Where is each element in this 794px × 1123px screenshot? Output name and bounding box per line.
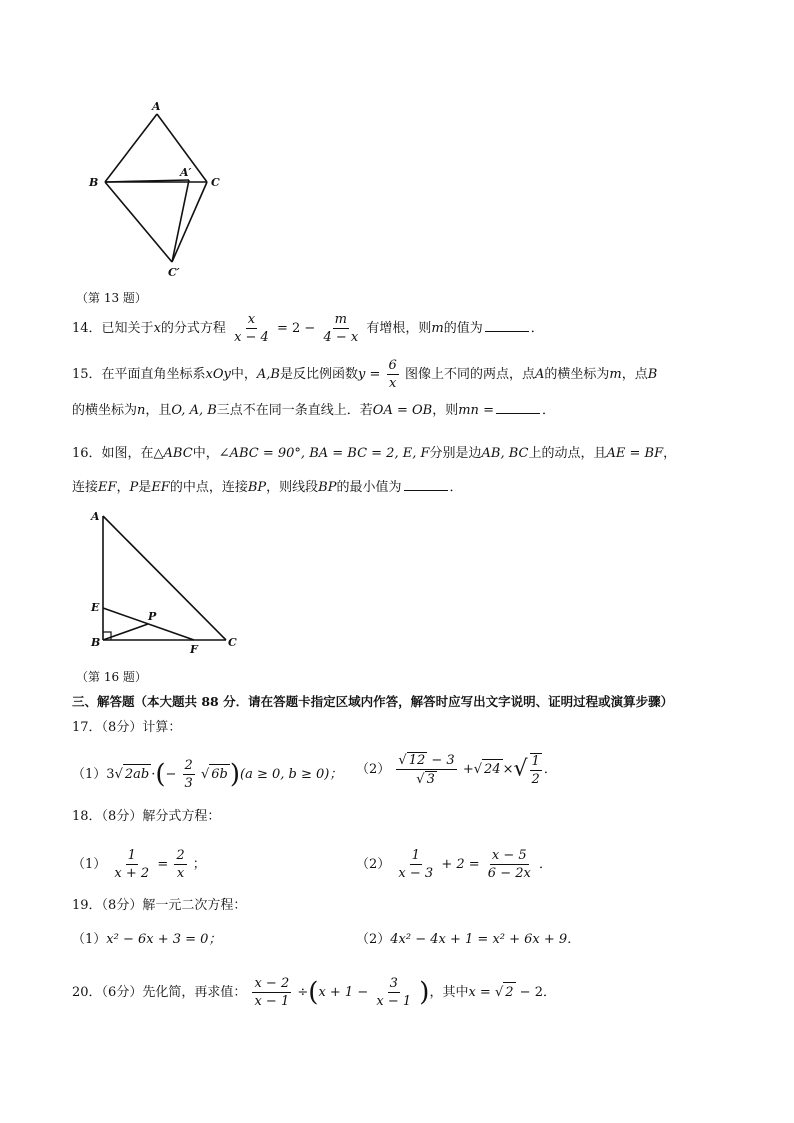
q16-p: P xyxy=(129,480,139,495)
q15-mn: mn = xyxy=(458,403,494,418)
q14-fraction-1 xyxy=(232,312,271,345)
q15-text: 的横坐标为 xyxy=(72,403,138,418)
q17-p2-fraction xyxy=(396,752,456,787)
radicand: 12 xyxy=(408,753,426,768)
fraction-denominator: x xyxy=(388,376,397,391)
label-A-prime: A′ xyxy=(180,166,192,179)
label-A: A xyxy=(152,100,161,113)
paren-close: ) xyxy=(419,977,430,1008)
q20-inner: x + 1 − xyxy=(318,985,369,1000)
question-14 xyxy=(72,312,544,345)
part-label: （1） xyxy=(72,932,107,947)
fraction-numerator: m xyxy=(334,312,347,327)
sqrt-icon: √ xyxy=(114,767,123,782)
q16-sides: AB, BC xyxy=(481,446,529,461)
radicand: 2 xyxy=(503,982,515,1003)
q16-text: 是 xyxy=(138,480,152,495)
label-C-prime: C′ xyxy=(168,266,180,279)
fraction-numerator: 6 xyxy=(388,358,397,373)
q15-oab: O, A, B xyxy=(171,403,217,418)
q20-tail: − 2． xyxy=(515,985,556,1000)
fraction-denominator: 2 xyxy=(531,771,540,787)
q15-m: m xyxy=(609,367,622,382)
q17-dot: · xyxy=(151,767,156,782)
q16-text: ， xyxy=(116,480,130,495)
q20-divide: ÷ xyxy=(297,985,309,1000)
q18-p2-fraction-2 xyxy=(486,848,533,881)
question-19-part-2 xyxy=(356,930,580,950)
q19-equation-2: 4x² − 4x + 1 = x² + 6x + 9． xyxy=(390,932,581,947)
fraction-denominator: x + 2 xyxy=(114,866,150,881)
q15-oa-ob: OA = OB xyxy=(372,403,433,418)
q20-fraction-2 xyxy=(374,976,413,1009)
q15-xoy: xOy xyxy=(205,367,231,382)
question-19-part-1 xyxy=(72,930,221,950)
paren-open: ( xyxy=(155,759,166,790)
q20-head: 20．（6分）先化简，再求值： xyxy=(72,985,247,1000)
fraction-numerator: x − 2 xyxy=(254,976,290,991)
q18-fraction-2 xyxy=(174,848,186,881)
label-B: B xyxy=(91,636,101,649)
q17-condition: (a ≥ 0, b ≥ 0)； xyxy=(240,767,343,782)
q14-text: 已知关于 xyxy=(101,321,154,336)
question-16-line-2 xyxy=(72,478,463,498)
q15-text: 中， xyxy=(230,367,257,382)
q17-plus: + xyxy=(462,762,474,777)
q16-bp: BP xyxy=(247,480,267,495)
q14-end: ． xyxy=(530,321,544,336)
q15-y: y = xyxy=(358,367,381,382)
q14-text: 的值为 xyxy=(443,321,483,336)
label-B: B xyxy=(89,176,99,189)
q14-fraction-2 xyxy=(321,312,360,345)
question-15-line-2 xyxy=(72,401,555,421)
sqrt-icon: √ xyxy=(473,762,483,777)
figure-16-diagram xyxy=(86,506,256,656)
fraction-numerator: 2 xyxy=(176,848,185,863)
q16-text: 16．如图，在△ xyxy=(72,446,164,461)
q16-ef: EF xyxy=(151,480,170,495)
fraction-denominator: x − 4 xyxy=(234,330,269,345)
segment-AB xyxy=(105,114,157,182)
q17-fraction xyxy=(183,758,195,791)
q18-end: ． xyxy=(538,857,552,872)
q17-times: × xyxy=(502,762,514,777)
sqrt-icon: √ xyxy=(416,772,425,787)
segment-CCp xyxy=(172,182,207,262)
q17-minus: − xyxy=(165,767,177,782)
part-label: （2） xyxy=(356,932,391,947)
figure-13-caption: （第 13 题） xyxy=(76,291,147,305)
label-C: C xyxy=(211,176,220,189)
q16-text: 连接 xyxy=(72,480,99,495)
sqrt-icon: √ xyxy=(494,985,504,1000)
question-18-head: 18．（8分）解分式方程： xyxy=(72,809,221,824)
fraction-denominator: 3 xyxy=(184,776,193,791)
q14-text: 有增根，则 xyxy=(366,321,432,336)
q18-equals: = xyxy=(157,857,169,872)
q16-conditions: ∠ABC = 90°, BA = BC = 2, E, F xyxy=(218,446,430,461)
fraction-denominator: x − 1 xyxy=(376,994,412,1009)
q16-text: ， xyxy=(663,446,677,461)
q15-text: ，则 xyxy=(432,403,459,418)
q18-middle: + 2 = xyxy=(441,857,480,872)
label-F: F xyxy=(190,643,198,656)
q16-text: 分别是边 xyxy=(429,446,482,461)
q19-equation-1: x² − 6x + 3 = 0； xyxy=(106,932,222,947)
fraction-numerator: x xyxy=(247,312,256,327)
q20-x-equals: x = xyxy=(468,985,491,1000)
radicand: 24 xyxy=(482,759,503,780)
q15-text: 图像上不同的两点，点 xyxy=(404,367,535,382)
sqrt-icon: √ xyxy=(513,756,528,782)
fraction-denominator xyxy=(414,770,439,787)
question-17-part-2 xyxy=(356,752,557,787)
question-18-part-2 xyxy=(356,848,552,881)
q16-bp: BP xyxy=(318,480,337,495)
q15-point-a: A xyxy=(534,367,545,382)
q15-text: ，点 xyxy=(621,367,648,382)
part-label: （1） xyxy=(72,857,107,872)
label-C: C xyxy=(228,636,237,649)
q14-number: 14． xyxy=(72,321,102,336)
fraction-numerator: x − 5 xyxy=(491,848,527,863)
q15-text: 是反比例函数 xyxy=(279,367,358,382)
fraction-numerator: 1 xyxy=(531,753,540,769)
question-17-part-1 xyxy=(72,758,342,791)
q15-text: 的横坐标为 xyxy=(544,367,610,382)
q18-fraction-1 xyxy=(112,848,151,881)
figure-13-diagram xyxy=(82,100,252,280)
label-E: E xyxy=(91,601,100,614)
q20-text: ，其中 xyxy=(429,985,469,1000)
fraction-numerator: 2 xyxy=(184,758,193,773)
question-15-line-1 xyxy=(72,358,657,391)
label-A: A xyxy=(91,510,100,523)
question-19-head: 19．（8分）解一元二次方程： xyxy=(72,898,247,913)
fraction-denominator: x − 1 xyxy=(254,994,290,1009)
q17-coef: 3 xyxy=(106,767,115,782)
label-P: P xyxy=(148,610,157,623)
q17-end: ． xyxy=(543,762,557,777)
fraction-numerator: 3 xyxy=(389,976,398,991)
q16-text: 的最小值为 xyxy=(336,480,402,495)
q14-var-x: x xyxy=(153,321,161,336)
paren-open: ( xyxy=(308,977,319,1008)
figure-16-caption: （第 16 题） xyxy=(76,670,147,684)
question-20 xyxy=(72,976,556,1009)
radicand: 3 xyxy=(426,772,435,787)
part-label: （2） xyxy=(356,857,391,872)
fraction-denominator: 6 − 2x xyxy=(487,866,531,881)
answer-blank[interactable] xyxy=(404,478,448,491)
q15-point-b: B xyxy=(647,367,658,382)
q15-n: n xyxy=(137,403,146,418)
fraction-denominator: x xyxy=(176,866,185,881)
q17-num-tail: − 3 xyxy=(427,753,455,768)
fraction-numerator: 1 xyxy=(411,848,420,863)
q16-text: 上的动点，且 xyxy=(528,446,607,461)
fraction-numerator xyxy=(396,752,456,770)
segment-ApCp xyxy=(172,180,189,262)
question-18-part-1 xyxy=(72,848,206,881)
q15-text: ，且 xyxy=(145,403,172,418)
section-3-title: 三、解答题（本大题共 88 分．请在答题卡指定区域内作答，解答时应写出文字说明、证明过程或演算步骤） xyxy=(72,694,674,709)
sqrt-icon: √ xyxy=(200,767,210,782)
segment-BCp xyxy=(105,182,172,262)
part-label: （2） xyxy=(356,762,391,777)
question-17-head: 17．（8分）计算： xyxy=(72,720,182,735)
q18-p2-fraction-1 xyxy=(396,848,435,881)
q20-fraction-1 xyxy=(252,976,291,1009)
q17-p2-fraction-half xyxy=(530,753,542,787)
answer-blank[interactable] xyxy=(485,319,529,332)
q16-text: 中， xyxy=(192,446,219,461)
q16-end: ． xyxy=(449,480,463,495)
part-label: （1） xyxy=(72,767,107,782)
answer-blank[interactable] xyxy=(496,401,540,414)
q16-text: 的中点，连接 xyxy=(169,480,248,495)
q16-text: ，则线段 xyxy=(266,480,319,495)
q16-abc: ABC xyxy=(163,446,193,461)
segment-AC xyxy=(103,516,226,640)
fraction-denominator: x − 3 xyxy=(398,866,434,881)
q14-text: 的分式方程 xyxy=(160,321,226,336)
radicand: 2ab xyxy=(123,764,151,785)
question-16-line-1 xyxy=(72,444,676,464)
q16-ae-bf: AE = BF xyxy=(606,446,664,461)
radicand: 6b xyxy=(209,764,230,785)
q15-fraction xyxy=(387,358,399,391)
sqrt-icon: √ xyxy=(398,753,407,768)
q15-end: ． xyxy=(541,403,555,418)
q18-end: ； xyxy=(192,857,206,872)
q15-ab: A,B xyxy=(256,367,280,382)
q15-text: 15．在平面直角坐标系 xyxy=(72,367,206,382)
fraction-denominator: 4 − x xyxy=(323,330,359,345)
q16-ef: EF xyxy=(98,480,117,495)
fraction-numerator: 1 xyxy=(127,848,136,863)
paren-close: ) xyxy=(229,759,241,790)
q15-text: 三点不在同一条直线上．若 xyxy=(216,403,373,418)
q14-var-m: m xyxy=(431,321,444,336)
q14-equation-middle: = 2 − xyxy=(276,321,316,336)
